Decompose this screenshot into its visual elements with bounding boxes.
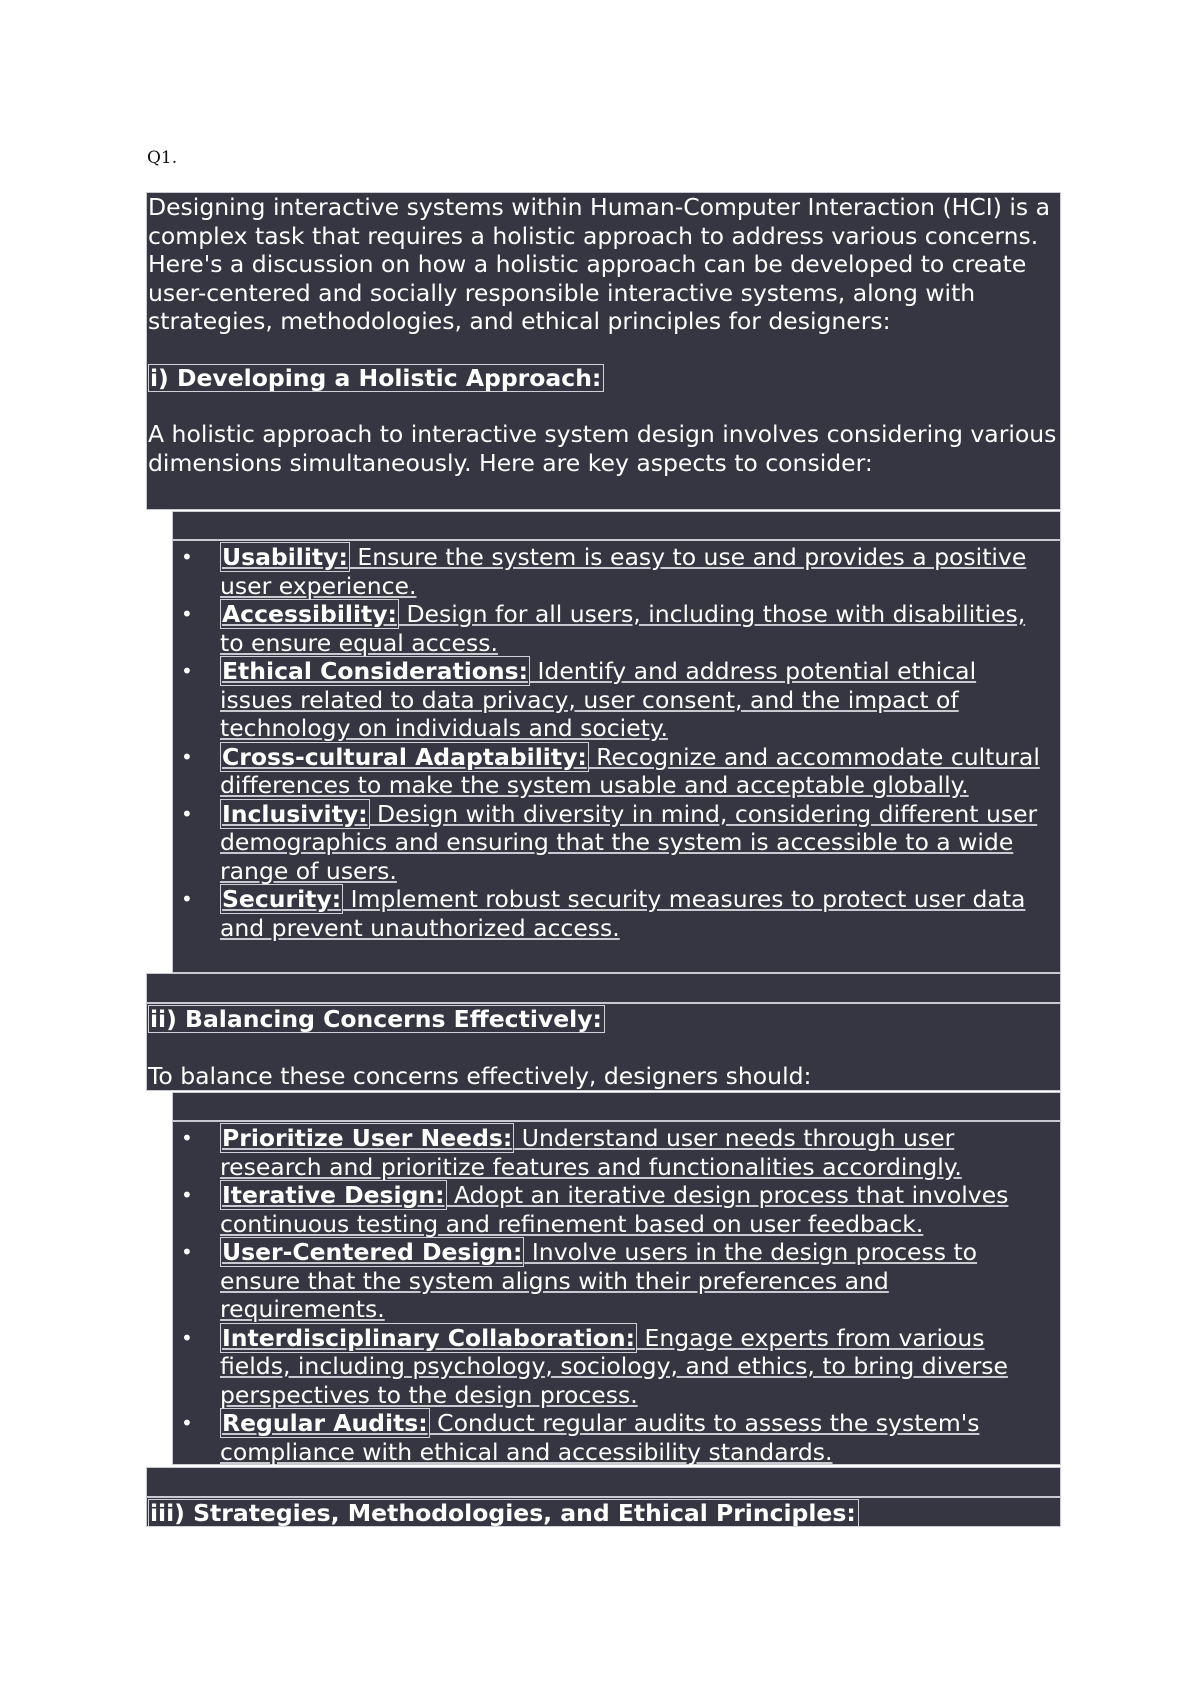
item-term: Accessibility: <box>222 600 397 628</box>
item-text: Engage experts from various fields, including psychology, sociology, and ethics, to bring diverse perspectives to the design process. <box>220 1323 1008 1409</box>
list-item <box>173 1409 1060 1466</box>
bullet-icon: • <box>181 1411 193 1435</box>
bullet-icon: • <box>181 1325 193 1350</box>
section3-heading: iii) Strategies, Methodologies, and Ethical Principles: <box>148 1499 859 1527</box>
item-term: Iterative Design: <box>222 1181 445 1209</box>
intro-block <box>146 192 1061 510</box>
section1-heading: i) Developing a Holistic Approach: <box>148 364 604 392</box>
bullet-icon: • <box>181 1240 193 1264</box>
section1-list <box>173 543 1060 942</box>
list-item <box>173 885 1060 942</box>
list-item <box>173 1124 1060 1181</box>
question-label: Q1. <box>147 148 178 168</box>
item-term: Security: <box>222 885 342 913</box>
item-term: Ethical Considerations: <box>222 657 529 685</box>
list-item <box>173 657 1060 743</box>
spacer <box>147 336 1060 364</box>
item-text: Recognize and accommodate cultural differences to make the system usable and acceptable globally. <box>220 742 1040 799</box>
list-item <box>173 543 1060 600</box>
item-term: Inclusivity: <box>222 799 368 828</box>
bullet-icon: • <box>181 744 193 769</box>
item-text: Identify and address potential ethical issues related to data privacy, user consent, and the impact of technology on individuals and society. <box>220 657 977 742</box>
list-item <box>173 1324 1060 1410</box>
item-term: Regular Audits: <box>222 1409 428 1437</box>
item-text: Adopt an iterative design process that involves continuous testing and refinement based on user feedback. <box>220 1181 1009 1238</box>
list-item <box>173 743 1060 800</box>
list1-topbar <box>172 511 1061 540</box>
list2-topbar <box>172 1092 1061 1121</box>
list-item <box>173 1181 1060 1238</box>
bullet-icon: • <box>181 545 193 569</box>
bullet-icon: • <box>181 801 193 826</box>
bullet-icon: • <box>181 1183 193 1207</box>
item-text: Design for all users, including those with disabilities, to ensure equal access. <box>220 600 1026 657</box>
spacer <box>147 1034 1060 1062</box>
section2-list <box>173 1124 1060 1466</box>
section-divider-bar <box>146 973 1061 1003</box>
item-text: Involve users in the design process to ensure that the system aligns with their preferences and requirements. <box>220 1238 978 1323</box>
section1-list-block <box>172 540 1061 973</box>
section2-heading: ii) Balancing Concerns Effectively: <box>148 1005 605 1033</box>
item-text: Conduct regular audits to assess the system's compliance with ethical and accessibility standards. <box>220 1409 980 1466</box>
item-text: Implement robust security measures to protect user data and prevent unauthorized access. <box>220 885 1026 942</box>
item-term: User-Centered Design: <box>222 1238 523 1266</box>
bullet-icon: • <box>181 602 193 626</box>
item-term: Usability: <box>222 543 348 571</box>
bullet-icon: • <box>181 887 193 911</box>
item-term: Cross-cultural Adaptability: <box>222 742 587 771</box>
intro-paragraph: Designing interactive systems within Human-Computer Interaction (HCI) is a complex task that requires a holistic approach to address various concerns. Here's a discussion on how a holistic approach can be developed to create user-centered and socially responsible interactive systems, along with strategies, methodologies, and ethical principles for designers: <box>148 193 1050 335</box>
bullet-icon: • <box>181 1126 193 1150</box>
section-divider-bar <box>146 1467 1061 1497</box>
item-text: Ensure the system is easy to use and provides a positive user experience. <box>220 543 1027 600</box>
spacer <box>147 392 1060 420</box>
section3-block <box>146 1497 1061 1527</box>
section2-block <box>146 1003 1061 1091</box>
item-text: Design with diversity in mind, considering different user demographics and ensuring that the system is accessible to a wide range of users. <box>220 799 1038 885</box>
section2-list-block <box>172 1121 1061 1465</box>
list-item <box>173 800 1060 886</box>
list-item <box>173 1238 1060 1324</box>
list-item <box>173 600 1060 657</box>
item-term: Interdisciplinary Collaboration: <box>222 1323 636 1352</box>
item-text: Understand user needs through user research and prioritize features and functionalities accordingly. <box>220 1124 962 1181</box>
section1-lead: A holistic approach to interactive system design involves considering various dimensions simultaneously. Here are key aspects to consider: <box>148 420 1057 477</box>
item-term: Prioritize User Needs: <box>222 1124 513 1152</box>
bullet-icon: • <box>181 659 193 683</box>
section2-lead: To balance these concerns effectively, designers should: <box>148 1061 812 1090</box>
